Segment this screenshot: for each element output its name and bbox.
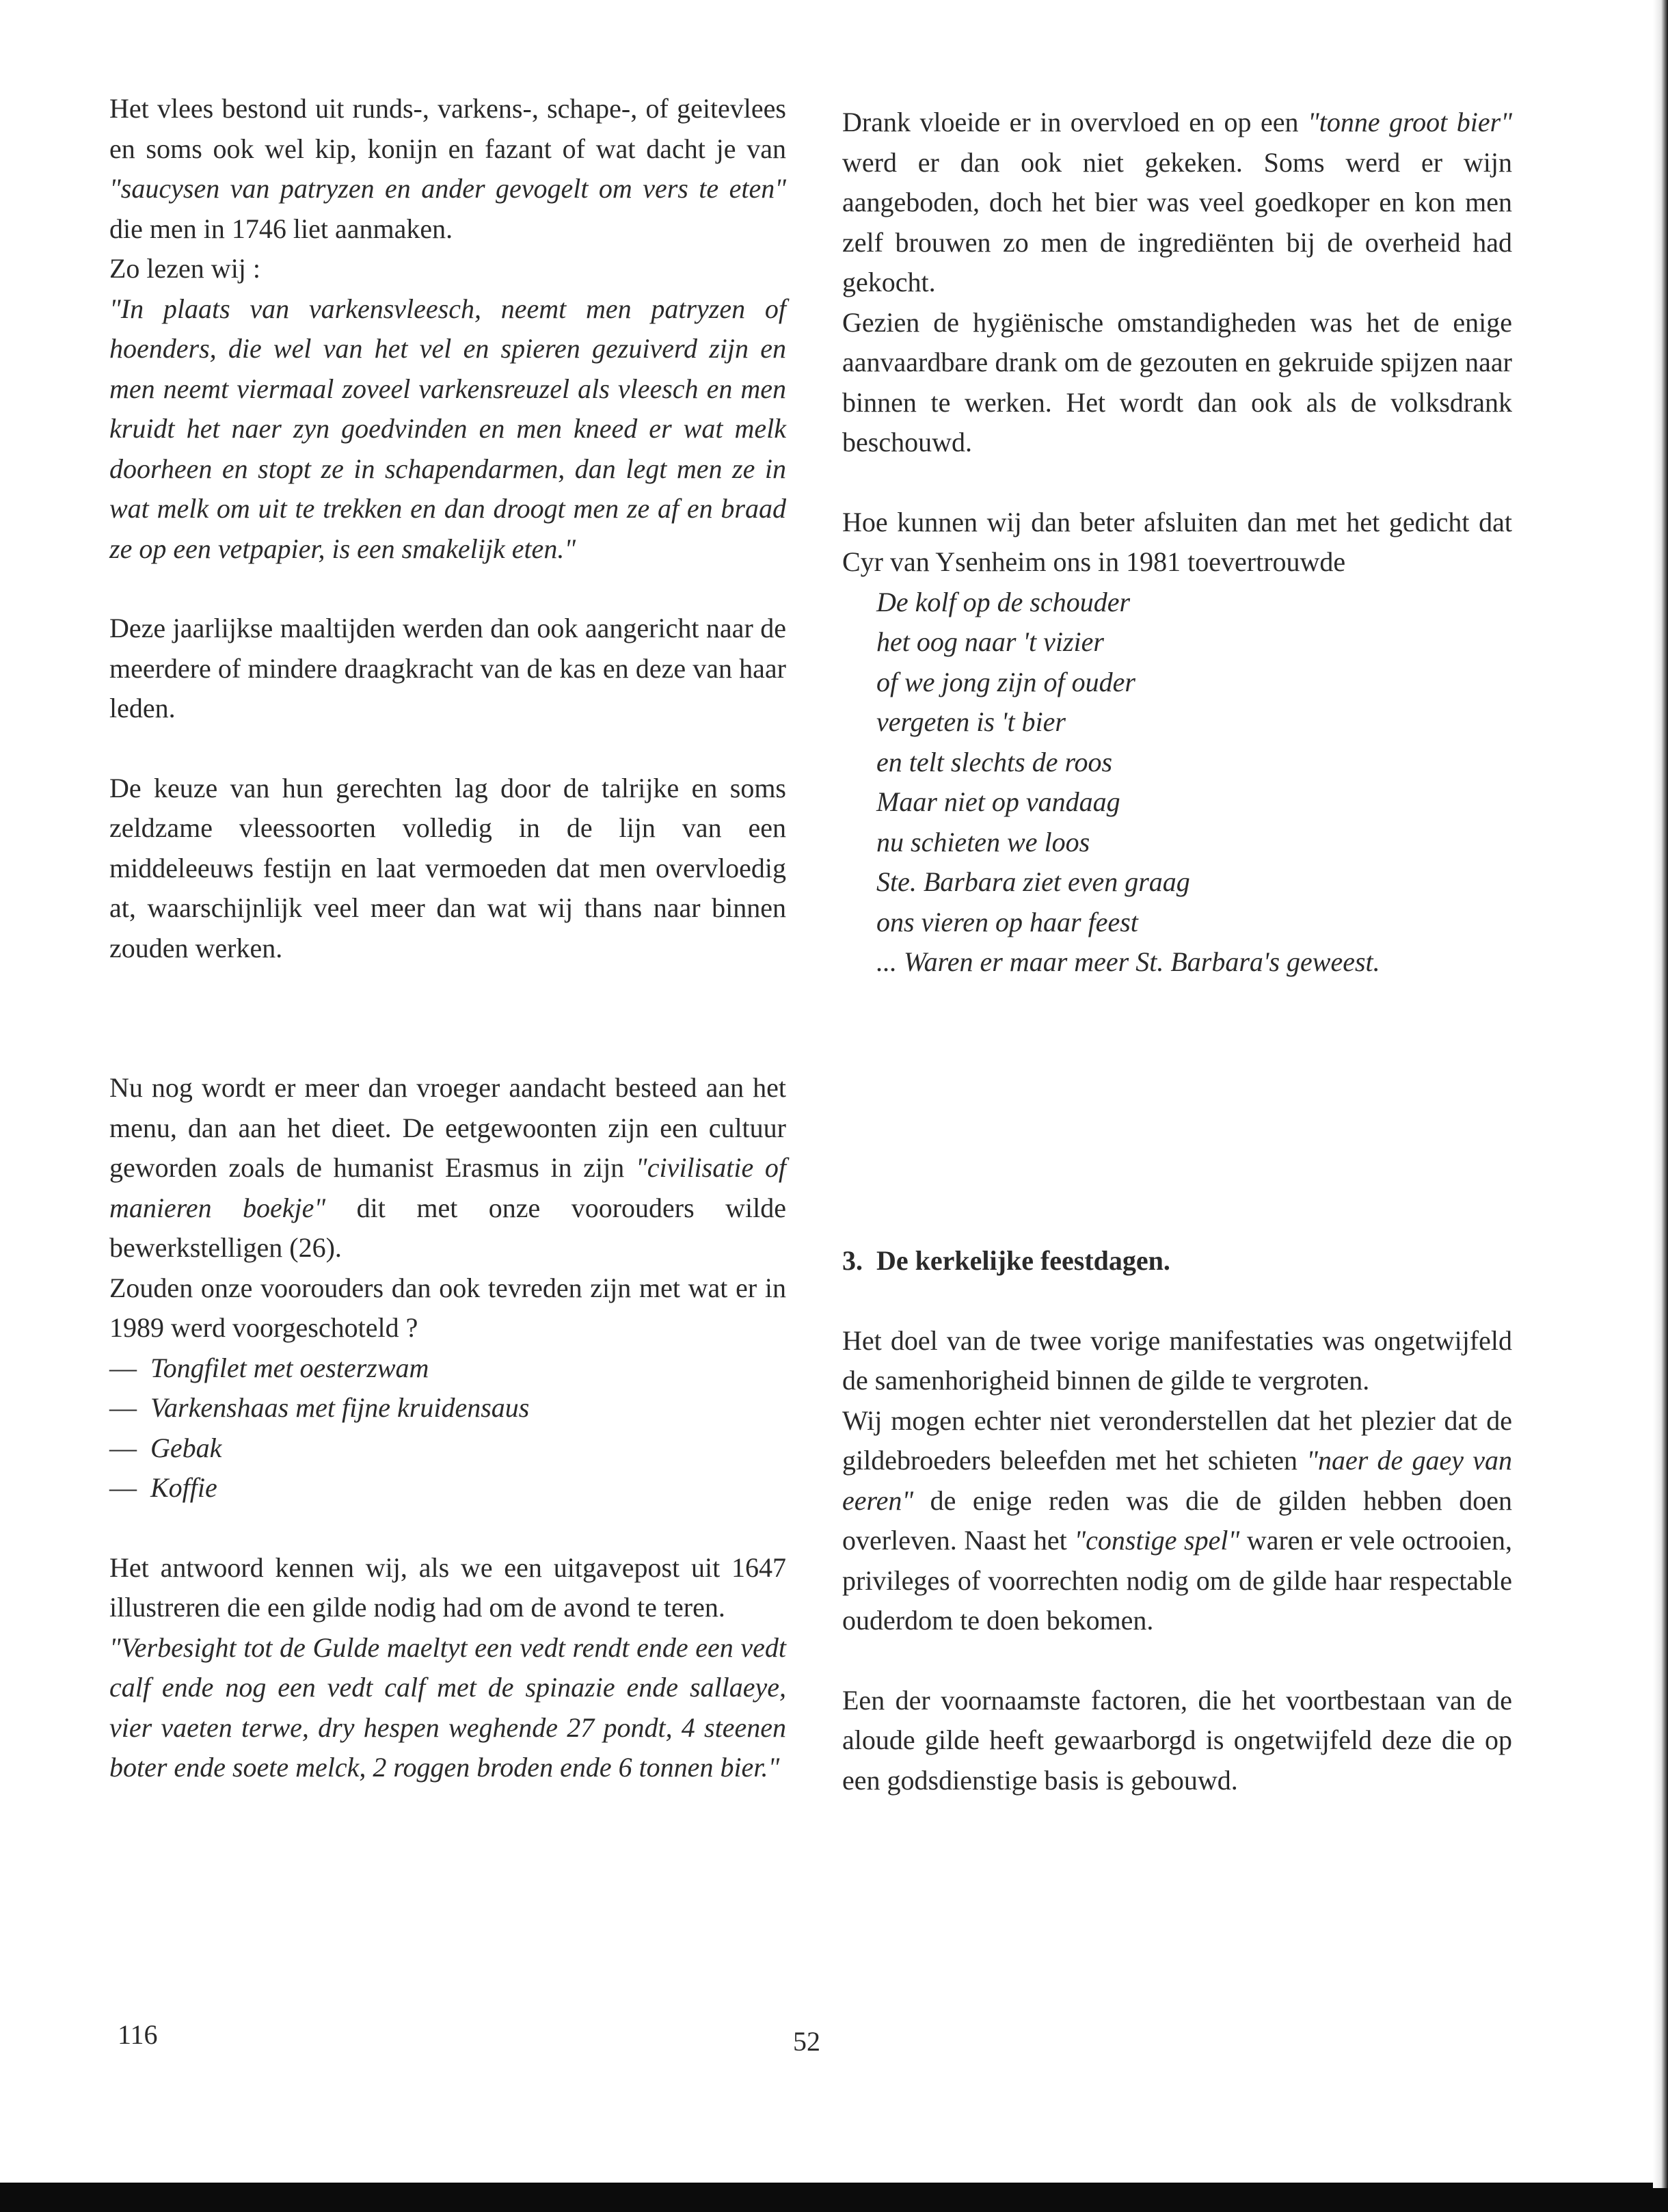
paragraph-menu-attention (109, 1068, 786, 1268)
poem-line: en telt slechts de roos (876, 746, 1113, 777)
list-item: — Gebak (109, 1432, 222, 1463)
quote-expense-entry: "Verbesight tot de Gulde maeltyt een vedt rendt ende een vedt calf ende nog een vedt calf met de spinazie ende sallaeye, vier vaeten terwe, dry hespen weghende 27 pondt, 4 steenen boter ende soete melck, 2 roggen broden ende 6 tonnen bier." (109, 1631, 786, 1783)
quote-recipe: "In plaats van varkensvleesch, neemt men patryzen of hoenders, die wel van het vel en spieren gezuiverd zijn en men neemt viermaal zoveel varkensreuzel als vleesch en men kruidt het naer zyn goedvinden en men kneed er wat melk doorheen en stopt ze in schapendarmen, dan legt men ze in wat melk om uit te trekken en dan droogt men ze af en braad ze op een vetpapier, is een smakelijk eten." (109, 293, 786, 564)
paragraph-hygiene: Gezien de hygiënische omstandigheden was het de enige aanvaardbare drank om de gezouten en gekruide spijzen naar binnen te werken. Het wordt dan ook als de volksdrank beschouwd. (842, 306, 1512, 457)
italic-phrase: "naer de gaey van eeren" (842, 1445, 1512, 1516)
poem-line: of we jong zijn of ouder (876, 666, 1135, 697)
paragraph-dish-choice: De keuze van hun gerechten lag door de talrijke en soms zeldzame vleessoorten volledig in de lijn van een middeleeuws festijn en laat vermoeden dat men overvloedig at, waarschijnlijk veel meer dan wat wij thans naar binnen zouden werken. (109, 772, 786, 963)
text-run: Wij mogen echter niet veronderstellen dat het plezier dat de gildebroeders beleefden met het schieten (842, 1404, 1512, 1476)
italic-phrase: "constige spel" (1074, 1525, 1240, 1556)
right-column-top (842, 103, 1512, 983)
text-run: Het vlees bestond uit runds-, varkens-, schape-, of geitevlees en soms ook wel kip, konijn en fazant of wat dacht je van (109, 93, 786, 164)
paragraph-ancestors-question: Zouden onze voorouders dan ook tevreden zijn met wat er in 1989 werd voorgeschoteld ? (109, 1272, 786, 1343)
text-run: Nu nog wordt er meer dan vroeger aandacht besteed aan het menu, dan aan het dieet. De eetgewoonten zijn een cultuur geworden zoals de humanist Erasmus in zijn (109, 1072, 786, 1183)
left-column-bottom (109, 1068, 786, 1788)
section-title: De kerkelijke feestdagen. (876, 1245, 1170, 1276)
list-item: — Koffie (109, 1472, 217, 1503)
scan-bottom-edge (0, 2183, 1668, 2212)
page-number-left: 116 (118, 2019, 158, 2050)
poem-line: Maar niet op vandaag (876, 786, 1120, 817)
text-run: dit met onze voorouders wilde bewerkstelligen (26). (109, 1192, 787, 1263)
italic-phrase: "civilisatie of manieren boekje" (109, 1152, 786, 1223)
text-run: werd er dan ook niet gekeken. Soms werd er wijn aangeboden, doch het bier was veel goedkoper en kon men zelf brouwen zo men de ingrediënten bij de overheid had gekocht. (842, 146, 1512, 297)
list-item: — Tongfilet met oesterzwam (109, 1352, 429, 1383)
section-number: 3. (842, 1245, 863, 1276)
poem-line: nu schieten we loos (876, 826, 1090, 857)
right-column-bottom (842, 1241, 1512, 1800)
poem-line: vergeten is 't bier (876, 706, 1066, 737)
text-run: de enige reden was die de gilden hebben doen overleven. Naast het (842, 1484, 1512, 1556)
poem-line: het oog naar 't vizier (876, 626, 1104, 657)
paragraph-purpose: Het doel van de twee vorige manifestaties was ongetwijfeld de samenhorigheid binnen de gilde te vergroten. (842, 1324, 1512, 1396)
left-column-top (109, 89, 786, 968)
paragraph-meat-types (109, 89, 786, 249)
poem-line: ons vieren op haar feest (876, 906, 1138, 937)
poem-line: De kolf op de schouder (876, 586, 1131, 617)
text-run: die men in 1746 liet aanmaken. (109, 213, 453, 244)
poem (842, 583, 1512, 983)
paragraph-survival (842, 1401, 1512, 1641)
page-number-center: 52 (793, 2026, 820, 2057)
paragraph-poem-intro: Hoe kunnen wij dan beter afsluiten dan met het gedicht dat Cyr van Ysenheim ons in 1981 toevertrouwde (842, 506, 1512, 577)
italic-phrase: "saucysen van patryzen en ander gevogelt om vers te eten" (109, 173, 786, 204)
list-item: — Varkenshaas met fijne kruidensaus (109, 1392, 530, 1423)
paragraph-drink (842, 103, 1512, 303)
scan-right-edge (1653, 0, 1668, 2188)
paragraph-read-intro: Zo lezen wij : (109, 253, 261, 284)
paragraph-religious-basis: Een der voornaamste factoren, die het voortbestaan van de aloude gilde heeft gewaarborgd is ongetwijfeld deze die op een godsdienstige basis is gebouwd. (842, 1684, 1512, 1796)
italic-phrase: "tonne groot bier" (1307, 107, 1512, 137)
paragraph-annual-meals: Deze jaarlijkse maaltijden werden dan ook aangericht naar de meerdere of mindere draagkracht van de kas en deze van haar leden. (109, 613, 786, 723)
paragraph-answer: Het antwoord kennen wij, als we een uitgavepost uit 1647 illustreren die een gilde nodig had om de avond te teren. (109, 1551, 786, 1623)
text-run: Drank vloeide er in overvloed en op een (842, 107, 1308, 137)
text-run: waren er vele octrooien, privileges of voorrechten nodig om de gilde haar respectable ouderdom te doen bekomen. (842, 1525, 1513, 1636)
section-heading (842, 1241, 1512, 1281)
menu-list (109, 1348, 786, 1508)
poem-line: Ste. Barbara ziet even graag (876, 866, 1190, 897)
poem-line: ... Waren er maar meer St. Barbara's geweest. (876, 946, 1380, 977)
